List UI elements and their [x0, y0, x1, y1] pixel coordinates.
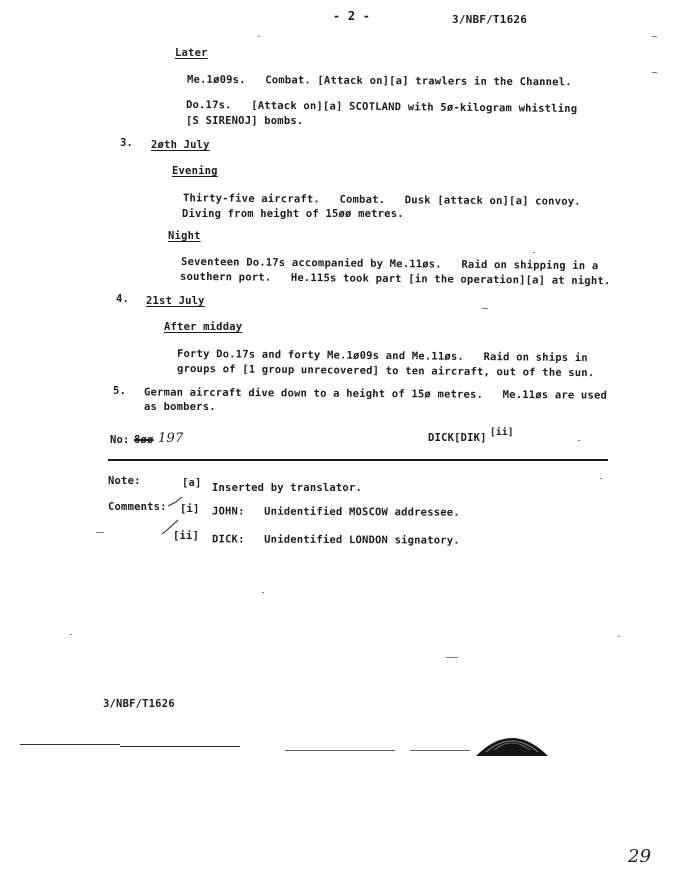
- message-number-handwritten: 197: [158, 431, 184, 446]
- check-mark-icon: [162, 520, 178, 534]
- item-5-line-1: German aircraft dive down to a height of 15ø metres. Me.11øs are used: [143, 386, 608, 402]
- evening-heading: Evening: [172, 165, 218, 177]
- later-entry-line-1: Me.1ø09s. Combat. [Attack on][a] trawlers in the Channel.: [186, 73, 572, 89]
- item-4-date: 21st July: [146, 295, 205, 307]
- handwritten-page-number: 29: [628, 846, 652, 867]
- scan-speck: [70, 634, 72, 635]
- later-entry-line-3: [S SIRENOJ] bombs.: [186, 115, 304, 127]
- scan-speck: [258, 36, 260, 37]
- note-label: Note:: [108, 475, 141, 487]
- item-4-number: 4.: [116, 293, 130, 305]
- later-heading: Later: [175, 47, 208, 59]
- note-a-text: Inserted by translator.: [212, 482, 362, 494]
- scan-speck: [578, 440, 580, 441]
- scan-speck: [618, 636, 620, 637]
- scan-speck: [482, 308, 488, 309]
- scan-speck: [262, 592, 264, 593]
- footer-reference: 3/NBF/T1626: [103, 698, 175, 710]
- night-entry-line-2: southern port. He.115s took part [in the operation][a] at night.: [179, 270, 611, 288]
- message-number-label: No:: [110, 434, 130, 446]
- scan-speck: [533, 252, 535, 253]
- check-mark-icons: [160, 494, 190, 546]
- check-mark-icon: [168, 497, 182, 506]
- separator-rule: [108, 459, 608, 461]
- after-midday-entry-line-1: Forty Do.17s and forty Me.1ø09s and Me.11øs. Raid on ships in: [176, 347, 588, 365]
- after-midday-heading: After midday: [164, 321, 243, 333]
- signature-note-marker: [ii]: [490, 427, 514, 438]
- item-5-line-2: as bombers.: [144, 401, 216, 413]
- later-entry-line-2: Do.17s. [Attack on][a] SCOTLAND with 5ø-kilogram whistling: [185, 98, 578, 116]
- item-3-date: 2øth July: [151, 139, 210, 151]
- stamp-seal-icon: [472, 728, 552, 758]
- scan-line-left: [20, 744, 120, 745]
- evening-entry-line-2: Diving from height of 15øø metres.: [182, 208, 404, 220]
- scan-speck: [446, 657, 458, 658]
- comments-label: Comments:: [108, 501, 167, 513]
- after-midday-entry-line-2: groups of [1 group unrecovered] to ten aircraft, out of the sun.: [176, 362, 595, 380]
- comment-ii-text: DICK: Unidentified LONDON signatory.: [211, 533, 460, 547]
- scan-line-mid: [120, 746, 240, 747]
- night-entry-line-1: Seventeen Do.17s accompanied by Me.11øs. Raid on shipping in a: [180, 255, 599, 273]
- evening-entry-line-1: Thirty-five aircraft. Combat. Dusk [attack on][a] convoy.: [182, 192, 581, 208]
- scan-speck: [600, 478, 602, 479]
- page-number: - 2 -: [333, 9, 371, 23]
- item-5-number: 5.: [113, 385, 127, 397]
- signature: DICK[DIK]: [428, 432, 487, 444]
- note-a-marker: [a]: [182, 477, 202, 489]
- message-number-struck: 8øø: [134, 434, 154, 446]
- night-heading: Night: [168, 230, 201, 242]
- scan-speck: [652, 72, 657, 73]
- item-3-number: 3.: [120, 137, 134, 149]
- scan-speck: [652, 36, 657, 37]
- comment-ii-marker: [ii]: [173, 530, 200, 542]
- comment-i-text: JOHN: Unidentified MOSCOW addressee.: [211, 505, 460, 519]
- scan-line-right-2: [410, 750, 470, 751]
- comment-i-marker: [i]: [180, 503, 200, 515]
- document-reference: 3/NBF/T1626: [452, 13, 528, 26]
- scan-line-right: [285, 750, 395, 751]
- scan-speck: [96, 532, 104, 533]
